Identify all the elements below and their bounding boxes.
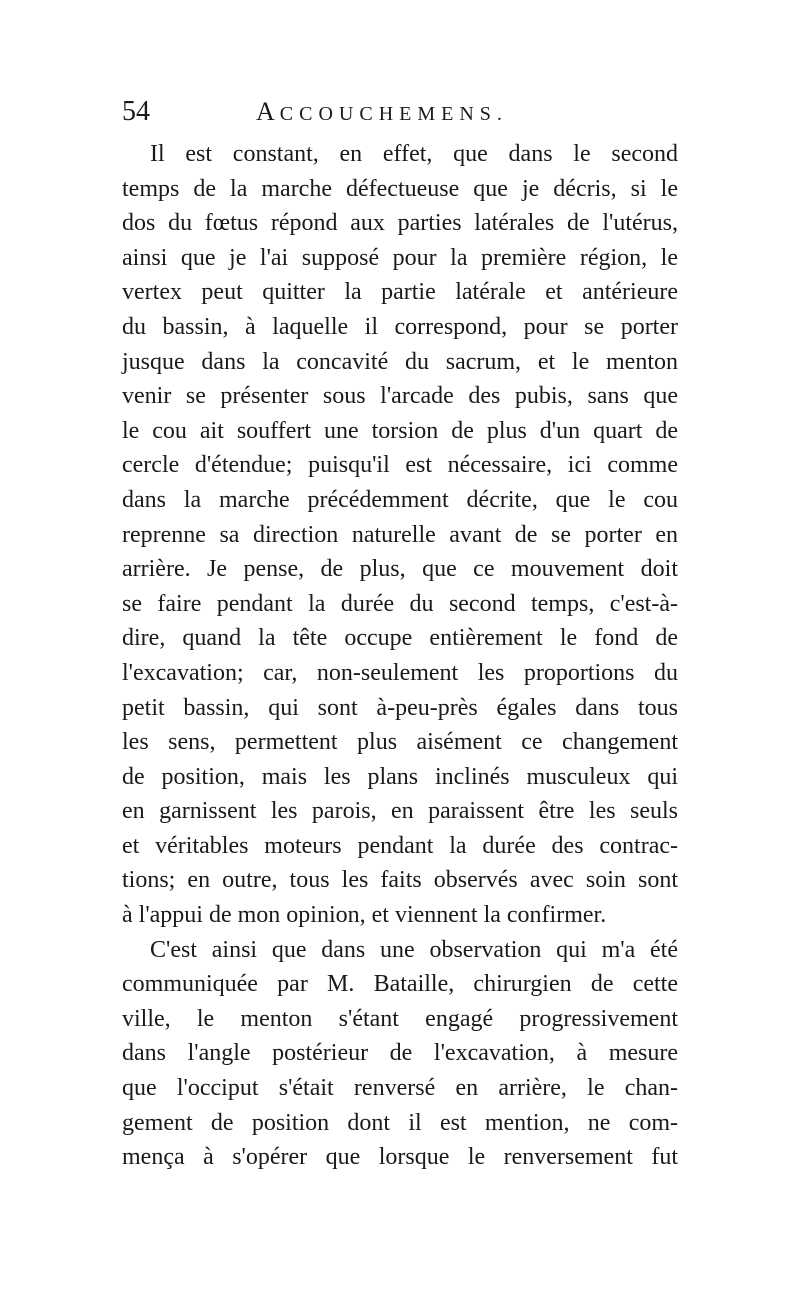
text-line: que l'occiput s'était renversé en arrière, le chan-: [122, 1075, 678, 1102]
paragraph-1: [122, 137, 678, 933]
text-line: temps de la marche défectueuse que je décris, si le: [122, 175, 678, 202]
text-line: à l'appui de mon opinion, et viennent la confirmer.: [122, 902, 607, 929]
text-line: venir se présenter sous l'arcade des pubis, sans que: [122, 383, 678, 410]
running-title-initial: A: [256, 97, 280, 126]
text-line: ainsi que je l'ai supposé pour la première région, le: [122, 244, 678, 271]
page-number: 54: [122, 96, 150, 127]
text-line: du bassin, à laquelle il correspond, pour se porter: [122, 313, 678, 340]
text-line: mença à s'opérer que lorsque le renversement fut: [122, 1144, 678, 1171]
body-text: [122, 137, 678, 1175]
text-line: se faire pendant la durée du second temps, c'est-à-: [122, 590, 678, 617]
text-line: vertex peut quitter la partie latérale et antérieure: [122, 279, 678, 306]
text-line: jusque dans la concavité du sacrum, et le menton: [122, 348, 678, 375]
text-line: en garnissent les parois, en paraissent être les seuls: [122, 798, 678, 825]
text-line: dos du fœtus répond aux parties latérales de l'utérus,: [122, 210, 678, 237]
text-line: dans la marche précédemment décrite, que le cou: [122, 486, 678, 513]
text-line: C'est ainsi que dans une observation qui m'a été: [150, 936, 678, 963]
text-line: le cou ait souffert une torsion de plus d'un quart de: [122, 417, 678, 444]
text-line: dans l'angle postérieur de l'excavation, à mesure: [122, 1040, 678, 1067]
text-line: arrière. Je pense, de plus, que ce mouvement doit: [122, 556, 678, 583]
text-line: Il est constant, en effet, que dans le second: [150, 141, 678, 167]
text-line: tions; en outre, tous les faits observés avec soin sont: [122, 867, 678, 894]
paragraph-2: [122, 933, 678, 1175]
running-title-rest: CCOUCHEMENS.: [279, 103, 508, 125]
text-line: ville, le menton s'étant engagé progressivement: [122, 1005, 678, 1032]
text-line: petit bassin, qui sont à-peu-près égales dans tous: [122, 694, 678, 721]
text-line: reprenne sa direction naturelle avant de se porter en: [122, 521, 678, 548]
text-line: cercle d'étendue; puisqu'il est nécessaire, ici comme: [122, 452, 678, 479]
text-line: et véritables moteurs pendant la durée des contrac-: [122, 832, 678, 859]
running-head: [122, 92, 682, 132]
text-line: gement de position dont il est mention, ne com-: [122, 1109, 678, 1136]
text-line: communiquée par M. Bataille, chirurgien de cette: [122, 971, 678, 998]
text-line: de position, mais les plans inclinés musculeux qui: [122, 763, 678, 790]
text-line: dire, quand la tête occupe entièrement le fond de: [122, 625, 678, 652]
text-line: les sens, permettent plus aisément ce changement: [122, 729, 678, 756]
text-line: l'excavation; car, non-seulement les proportions du: [122, 659, 678, 686]
running-title: [256, 92, 508, 134]
